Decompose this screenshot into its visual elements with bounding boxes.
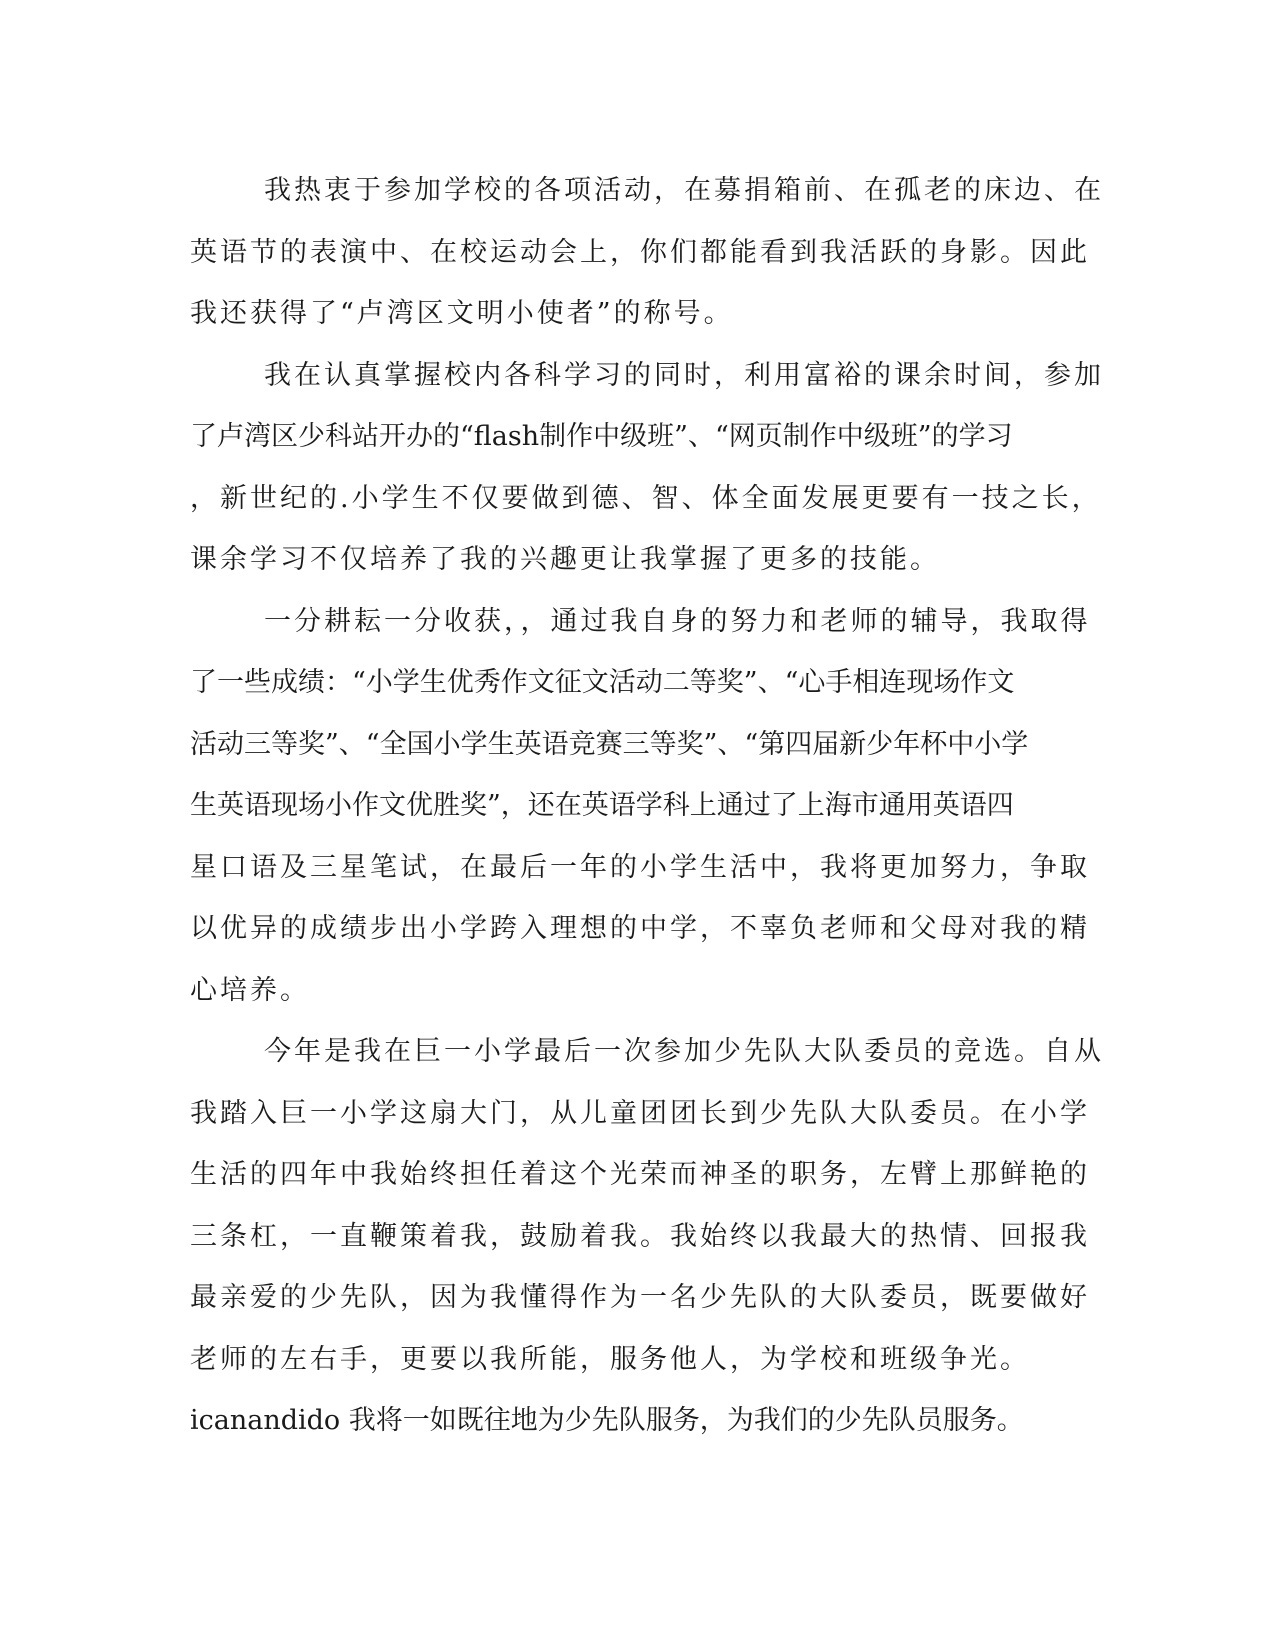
paragraph-4-line-3: 生活的四年中我始终担任着这个光荣而神圣的职务，左臂上那鲜艳的 [190,1159,1090,1190]
paragraph-3-line-3: 活动三等奖”、“全国小学生英语竞赛三等奖”、“第四届新少年杯中小学 [190,728,1029,760]
paragraph-3-line-2: 了一些成绩：“小学生优秀作文征文活动二等奖”、“心手相连现场作文 [190,667,1015,698]
paragraph-2-line-4: 课余学习不仅培养了我的兴趣更让我掌握了更多的技能。 [190,544,940,575]
paragraph-3-line-1: 一分耕耘一分收获，，通过我自身的努力和老师的辅导，我取得 [264,605,1091,637]
paragraph-3-line-6: 以优异的成绩步出小学跨入理想的中学，不辜负老师和父母对我的精 [190,913,1090,944]
paragraph-4-line-7: icanandido 我将一如既往地为少先队服务，为我们的少先队员服务。 [190,1405,1024,1436]
document-body [190,160,1104,1452]
paragraph-4-line-4: 三条杠，一直鞭策着我，鼓励着我。我始终以我最大的热情、回报我 [190,1220,1090,1252]
paragraph-2-line-1: 我在认真掌握校内各科学习的同时，利用富裕的课余时间，参加 [264,359,1104,391]
paragraph-3-line-4: 生英语现场小作文优胜奖”，还在英语学科上通过了上海市通用英语四 [190,790,1014,821]
paragraph-2-line-2: 了卢湾区少科站开办的“flash制作中级班”、“网页制作中级班”的学习 [190,421,1013,452]
paragraph-3-line-5: 星口语及三星笔试，在最后一年的小学生活中，我将更加努力，争取 [190,851,1090,883]
paragraph-1-line-3: 我还获得了“卢湾区文明小使者”的称号。 [190,298,734,329]
paragraph-4-line-2: 我踏入巨一小学这扇大门，从儿童团团长到少先队大队委员。在小学 [190,1097,1090,1129]
paragraph-4-line-5: 最亲爱的少先队，因为我懂得作为一名少先队的大队委员，既要做好 [190,1282,1090,1313]
paragraph-1-line-1: 我热衷于参加学校的各项活动，在募捐箱前、在孤老的床边、在 [264,175,1104,206]
paragraph-3-line-7: 心培养。 [190,974,310,1006]
paragraph-4-line-1: 今年是我在巨一小学最后一次参加少先队大队委员的竞选。自从 [264,1036,1104,1067]
paragraph-1-line-2: 英语节的表演中、在校运动会上，你们都能看到我活跃的身影。因此 [190,236,1090,268]
paragraph-2-line-3: ，新世纪的.小学生不仅要做到德、智、体全面发展更要有一技之长， [190,482,1102,514]
paragraph-4-line-6: 老师的左右手，更要以我所能，服务他人，为学校和班级争光。 [190,1343,1030,1375]
